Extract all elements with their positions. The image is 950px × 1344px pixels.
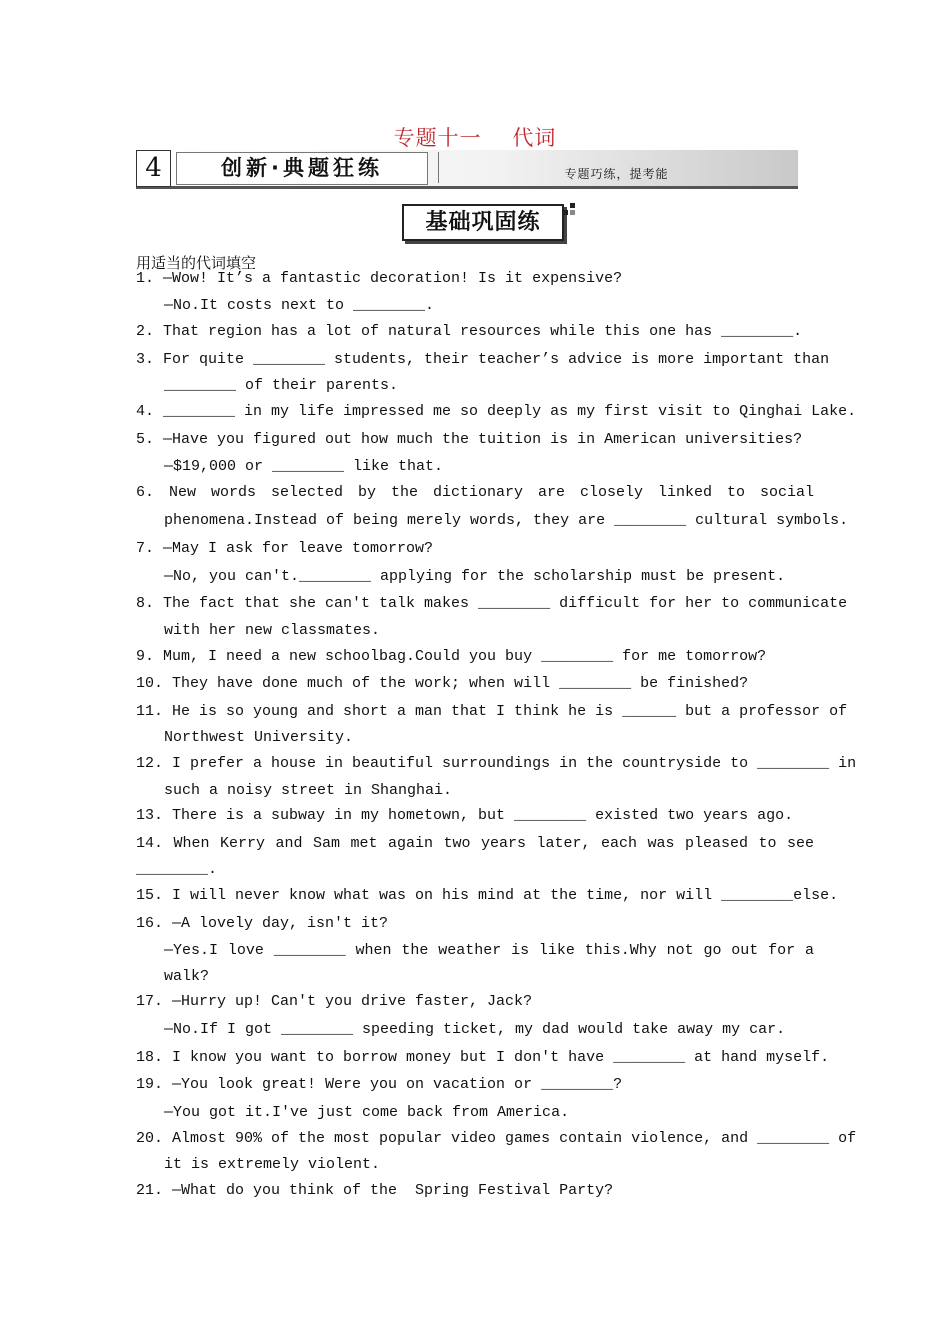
question-line: 14. When Kerry and Sam met again two years later, each was pleased to see bbox=[136, 835, 814, 852]
question-line: phenomena.Instead of being merely words, they are ________ cultural symbols. bbox=[164, 512, 849, 529]
banner-number: 4 bbox=[136, 150, 171, 187]
question-line: 10. They have done much of the work; when will ________ be finished? bbox=[136, 675, 749, 692]
question-line: —You got it.I've just come back from America. bbox=[164, 1104, 570, 1121]
section-banner bbox=[136, 150, 798, 190]
question-line: 11. He is so young and short a man that I think he is ______ but a professor of bbox=[136, 703, 848, 720]
question-line: such a noisy street in Shanghai. bbox=[164, 782, 453, 799]
question-line: 5. —Have you figured out how much the tuition is in American universities? bbox=[136, 431, 803, 448]
question-line: 9. Mum, I need a new schoolbag.Could you buy ________ for me tomorrow? bbox=[136, 648, 767, 665]
question-line: 18. I know you want to borrow money but I don't have ________ at hand myself. bbox=[136, 1049, 830, 1066]
question-line: 7. —May I ask for leave tomorrow? bbox=[136, 540, 434, 557]
question-line: 1. —Wow! It’s a fantastic decoration! Is it expensive? bbox=[136, 270, 623, 287]
question-line: —$19,000 or ________ like that. bbox=[164, 458, 444, 475]
page-title: 专题十一 代词 bbox=[393, 126, 557, 150]
question-line: 4. ________ in my life impressed me so deeply as my first visit to Qinghai Lake. bbox=[136, 403, 857, 420]
question-line: it is extremely violent. bbox=[164, 1156, 381, 1173]
question-line: 17. —Hurry up! Can't you drive faster, Jack? bbox=[136, 993, 533, 1010]
banner-rule bbox=[136, 186, 798, 189]
question-line: ________. bbox=[136, 861, 218, 878]
instruction-text: 用适当的代词填空 bbox=[136, 254, 257, 272]
question-line: 3. For quite ________ students, their teacher’s advice is more important than bbox=[136, 351, 830, 368]
question-line: 13. There is a subway in my hometown, but ________ existed two years ago. bbox=[136, 807, 794, 824]
banner-slogan: 专题巧练，提考能 bbox=[438, 152, 794, 183]
question-line: walk? bbox=[164, 968, 210, 985]
question-line: 6. New words selected by the dictionary are closely linked to social bbox=[136, 484, 814, 501]
question-line: 8. The fact that she can't talk makes ________ difficult for her to communicate bbox=[136, 595, 848, 612]
question-line: 16. —A lovely day, isn't it? bbox=[136, 915, 389, 932]
question-line: —Yes.I love ________ when the weather is like this.Why not go out for a bbox=[164, 942, 814, 959]
question-line: —No.If I got ________ speeding ticket, my dad would take away my car. bbox=[164, 1021, 786, 1038]
question-line: 21. —What do you think of the Spring Festival Party? bbox=[136, 1182, 614, 1199]
question-line: —No, you can't.________ applying for the scholarship must be present. bbox=[164, 568, 786, 585]
question-line: 2. That region has a lot of natural resources while this one has ________. bbox=[136, 323, 803, 340]
question-line: —No.It costs next to ________. bbox=[164, 297, 435, 314]
question-line: Northwest University. bbox=[164, 729, 354, 746]
corner-squares-icon bbox=[563, 203, 577, 217]
question-line: ________ of their parents. bbox=[164, 377, 399, 394]
question-line: 12. I prefer a house in beautiful surroundings in the countryside to ________ in bbox=[136, 755, 857, 772]
question-line: 20. Almost 90% of the most popular video games contain violence, and ________ of bbox=[136, 1130, 857, 1147]
question-line: with her new classmates. bbox=[164, 622, 381, 639]
section-title: 基础巩固练 bbox=[402, 204, 564, 241]
banner-label: 创新·典题狂练 bbox=[176, 152, 428, 185]
question-line: 15. I will never know what was on his mind at the time, nor will ________else. bbox=[136, 887, 839, 904]
question-line: 19. —You look great! Were you on vacation or ________? bbox=[136, 1076, 623, 1093]
